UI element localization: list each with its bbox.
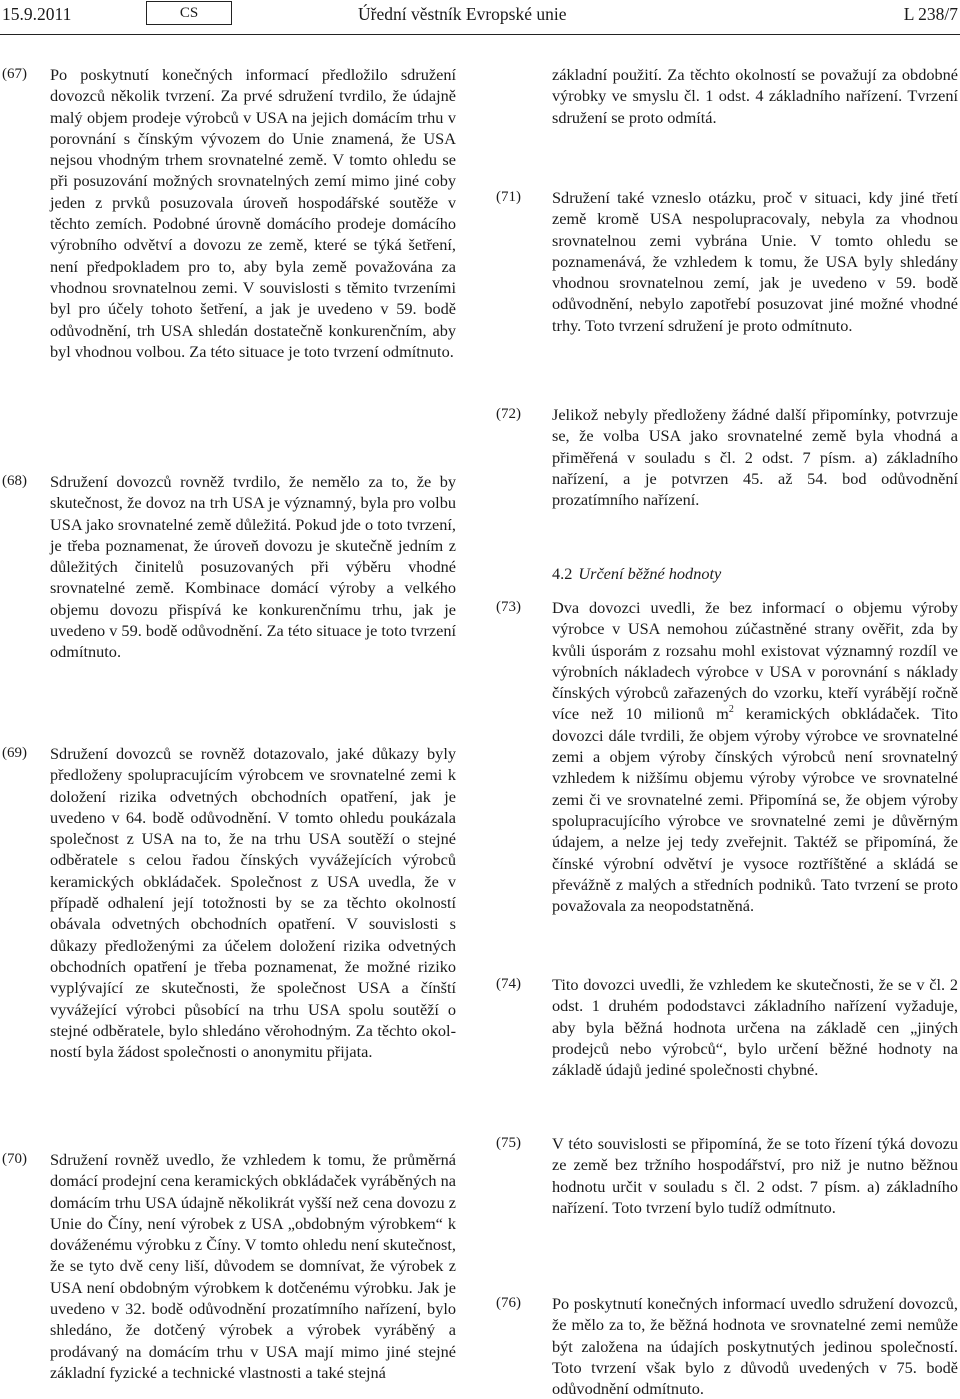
paragraph-number: (69) — [2, 745, 27, 761]
paragraph-text-part: Dva dovozci uvedli, že bez informací o objemu výroby výrobce v USA nemohou zúčastněné strany ověřit, zda by kvůli úsporám z rozsahu mohl existovat významný rozdíl ve výrobních nákladech výrobce v USA v porovnání s náklady čínských výrobců zařazených do vzorku, kteří vyrábějí ročně více než 10 milionů m — [552, 598, 958, 724]
publication-date: 15.9.2011 — [2, 4, 72, 24]
paragraph-text: Sdružení rovněž uvedlo, že vzhledem k tomu, že průměrná domácí prodejní cena keramických obkládaček vyráběných na domácím trhu USA údajně několikrát vyšší než cena dovozu z Unie do Číny, není výrobek z USA „obdobným výrobkem“ k dováženému výrobku z Číny. V tomto ohledu není skutečnost, že se tyto dvě ceny liší, důvodem se domnívat, že výrobek z USA není obdobným výrobkem k dotčenému výrobku. Jak je uvedeno v 32. bodě odůvodnění prozatímního nařízení, bylo shledáno, že dotčený výrobek a výrobek vyráběný a prodávaný na domácím trhu v USA mají mimo jiné stejné základní fyzické a technické vlastnosti a také stejná — [50, 1150, 456, 1382]
paragraph-text: Sdružení dovozců rovněž tvrdilo, že nemělo za to, že by skutečnost, že dovoz na trh USA je významný, byla pro volbu USA jako srovnatelné země důležitá. Pokud jde o toto tvrzení, je třeba poznamenat, že úroveň dovozu je skutečně jedním z důležitých činitelů posuzovaných při výběru vhodné srovnatelné země. Kombinace domácí výroby a velkého objemu dovozu přispívá ke konkurenčnímu trhu, jak je uvedeno v 59. bodě odůvodnění. Za této situace je toto tvrzení odmítnuto. — [50, 472, 457, 662]
paragraph-number: (67) — [2, 66, 27, 82]
paragraph-70-continued — [496, 64, 960, 128]
paragraph-text — [552, 597, 958, 916]
paragraph-74 — [496, 974, 960, 1080]
paragraph-75 — [496, 1133, 960, 1218]
language-code-box: CS — [146, 1, 232, 25]
paragraph-text: V této souvislosti se připomíná, že se toto řízení týká dovozu ze země bez tržního hospodářství, pro niž je nutno běžnou hodnotu určit v souladu s čl. 2 odst. 7 písm. a) základního nařízení. Toto tvrzení bylo tudíž odmítnuto. — [552, 1134, 958, 1217]
paragraph-text-part: keramických obkládaček. Tito dovozci dále tvrdili, že objem výroby výrobce ve srovnatelné zemi a objem výroby čínských výrobců není srovnatelný vzhledem k nižšímu objemu výroby výrobce ve srovnatelné zemi či ve srovnatelné zemi. Připomíná se, že objem výroby spolupracujícího výrobce ve srovnatelné zemi je důvěrným údajem, a nelze jej tedy zveřejnit. Taktéž se připomíná, že čínské výrobní odvětví je vysoce roztříštěné a skládá se převážně z malých a středních podniků. Tato tvrzení se proto považovala za neopodstatněná. — [552, 704, 959, 916]
paragraph-text: Jelikož nebyly předloženy žádné další připomínky, potvrzuje se, že volba USA jako srovnatelné země byla vhodná a přiměřená v souladu s čl. 2 odst. 7 písm. a) základního nařízení, a je potvrzen 45. až 54. bod odůvodnění prozatímního nařízení. — [552, 405, 958, 510]
page-reference: L 238/7 — [903, 4, 958, 24]
paragraph-71 — [496, 187, 960, 336]
paragraph-76 — [496, 1293, 960, 1399]
paragraph-text: Sdružení také vzneslo otázku, proč v situaci, kdy jiné třetí země kromě USA nespolupracovaly, nebyla za vhodnou srovnatelnou zemi vybrána Unie. V tomto ohledu se poznamenává, že vzhledem k tomu, že USA byly shledány vhodnou srovnatelnou zemí, jak je uvedeno v 59. bodě odůvodnění, nebylo zapotřebí posuzovat jiné možné vhodné trhy. Toto tvrzení sdružení je proto odmítnuto. — [552, 188, 958, 335]
paragraph-text: Sdružení dovozců se rovněž dotazovalo, jaké důkazy byly předloženy spolupracujícím výrobcem ve srovnatelné zemi k doložení rizika odvetných obchodních opatření, jak je uvedeno v 64. bodě odůvodnění. V tomto ohledu poukázala společnost z USA na to, že na trhu USA soutěží o stejné odběratele s celou řadou čínských vyvážejících výrobců keramických obkládaček. Společnost z USA uvedla, že v případě odhalení její totožnosti by se za těchto okolností obávala odvetných obchodních opatření. V souvislosti s důkazy předloženými za účelem doložení rizika odvetných obchodních opatření je třeba poznamenat, že možné riziko vyplývající ze skutečnosti, že společnost USA a čínští vyvážející výrobci působící na trhu USA spolu soutěží o stejné odběratele, bylo shledáno věrohodným. Za těchto okolností byla žádost společnosti o anonymitu přijata. — [50, 744, 456, 1062]
paragraph-number: (71) — [496, 189, 521, 205]
paragraph-text: Po poskytnutí konečných informací uvedlo sdružení dovozců, že mělo za to, že běžná hodnota ve srovnatelné zemi nemůže být založena na údajích poskytnutých jedinou společností. Toto tvrzení však bylo z důvodů uvedených v 75. bodě odůvodnění odmítnuto. — [552, 1294, 958, 1399]
paragraph-number: (76) — [496, 1295, 521, 1311]
superscript: 2 — [728, 704, 734, 716]
paragraph-number: (68) — [2, 473, 27, 489]
paragraph-number: (70) — [2, 1151, 27, 1167]
paragraph-72 — [496, 404, 960, 510]
paragraph-text: základní použití. Za těchto okolností se považují za obdobné výrobky ve smyslu čl. 1 odst. 4 základního nařízení. Tvrzení sdružení se proto odmítá. — [552, 65, 958, 127]
paragraph-67 — [0, 64, 464, 362]
right-column — [496, 0, 960, 1399]
paragraph-number: (72) — [496, 406, 521, 422]
section-subheading — [552, 563, 721, 584]
paragraph-70 — [0, 1149, 464, 1383]
subheading-number: 4.2 — [552, 564, 573, 583]
paragraph-69 — [0, 743, 464, 1062]
subheading-title: Určení běžné hodnoty — [578, 564, 722, 583]
paragraph-text: Tito dovozci uvedli, že vzhledem ke skutečnosti, že se v čl. 2 odst. 1 druhém pododstavci základního nařízení vyžaduje, aby byla běžná hodnota určena na základě cen „jiných prodejců nebo výrobců“, bylo určení běžné hodnoty na základě údajů jediné společnosti chybné. — [552, 975, 958, 1080]
paragraph-number: (74) — [496, 976, 521, 992]
paragraph-number: (73) — [496, 599, 521, 615]
paragraph-text: Po poskytnutí konečných informací předložilo sdružení dovozců několik tvrzení. Za prvé sdružení tvrdilo, že údajně malý objem prodeje výrobců v USA na jejich domácím trhu v porovnání s čínským vývozem do Unie znamená, že USA nejsou vhodným trhem srovnatelné země. V tomto ohledu se při posuzování možných srovnatelných zemí mimo jiné coby jeden z prvků posuzovala úroveň hospodářské soutěže v těchto zemích. Podobné úrovně domácího prodeje domácího výrobního odvětví a dovozu ze země, které se týká šetření, není předpokladem pro to, aby byla země považována za vhodnou srovnatelnou zemi. V souvislosti s těmito tvrzeními byl pro účely tohoto šetření, a jak je uvedeno v 59. bodě odůvodnění, trh USA shledán dostatečně konkurenčním, aby byl vhodnou volbou. Za této situace je toto tvrzení odmítnuto. — [50, 65, 456, 361]
paragraph-73 — [496, 597, 960, 916]
journal-title: Úřední věstník Evropské unie — [358, 4, 567, 24]
left-column — [0, 0, 464, 1393]
paragraph-number: (75) — [496, 1135, 521, 1151]
paragraph-68 — [0, 471, 464, 663]
